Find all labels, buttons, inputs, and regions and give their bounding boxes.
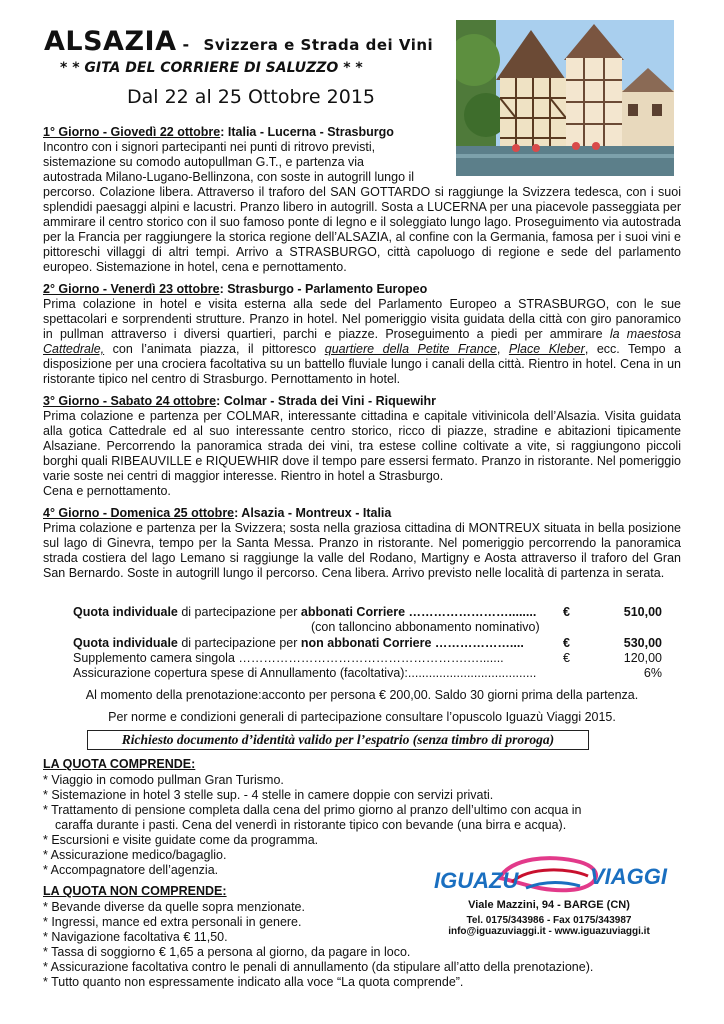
- list-item-continuation: caraffa durante i pasti. Cena del venerdì in ristorante tipico con bevande (una birra e acqua).: [55, 818, 567, 832]
- day-4-heading: 4° Giorno - Domenica 25 ottobre: Alsazia - Montreux - Italia: [43, 506, 392, 520]
- list-item: * Accompagnatore dell’agenzia.: [43, 863, 219, 877]
- day-1-text: percorso. Colazione libera. Attraverso il traforo del SAN GOTTARDO si raggiunge la Svizzera tedesca, con i suoi splendidi paesaggi alpini e lacustri. Pranzo libero in autogrill. Sosta a LUCERNA per una piacevole passeggiata per ammirare il centro storico con il suo famoso ponte di legno e il soleggiato lungo lago. Proseguimento via autostrada per la Francia per raggiungere la storica regione dell’ALSAZIA, al confine con la Germania, famosa per i suoi vini e pittoreschi villaggi di altri tempi. Arrivo a STRASBURGO, città capoluogo di regione e sede del parlamento europeo. Sistemazione in hotel, cena e pernottamento.: [43, 185, 681, 274]
- price-abbonati: 510,00: [623, 605, 662, 619]
- day-1-line-3: autostrada Milano-Lugano-Bellinzona, con soste in autogrill lungo il: [43, 170, 415, 184]
- day-1-line-1: Incontro con i signori partecipanti nei punti di ritrovo previsti,: [43, 140, 376, 154]
- day-3-heading: 3° Giorno - Sabato 24 ottobre: Colmar - Strada dei Vini - Riquewihr: [43, 394, 437, 408]
- logo-swirl-icon: [430, 852, 668, 902]
- document-requirement-box: Richiesto documento d’identità valido per l’espatrio (senza timbro di proroga): [87, 730, 589, 750]
- list-item: * Trattamento di pensione completa dalla cena del primo giorno al pranzo dell’ultimo con acqua in: [43, 803, 582, 817]
- list-item: * Tassa di soggiorno € 1,65 a persona al giorno, da pagare in loco.: [43, 945, 411, 959]
- list-item: * Tutto quanto non espressamente indicato alla voce “La quota comprende”.: [43, 975, 464, 989]
- day-3-text: Prima colazione e partenza per COLMAR, interessante cittadina e capitale vitivinicola dell’Alsazia. Visita guidata alla gotica Cattedrale ed al suo interessante centro storico, ricco di piazze, stradine e abitazioni tipicamente Alsaziane. Percorrendo la panoramica strada dei vini, tra estese colline coltivate a vite, si raggiungono piccoli borghi quali RIBEAUVILLE e RIQUEWHIR dove il tempo pare essersi fermato. Pranzo in ristorante. Nel pomeriggio varie soste nei centri di maggior interesse. Rientro in hotel a Strasburgo.: [43, 409, 681, 483]
- list-item: * Ingressi, mance ed extra personali in genere.: [43, 915, 302, 929]
- price-note: (con talloncino abbonamento nominativo): [311, 620, 540, 634]
- acconto-note: Al momento della prenotazione:acconto per persona € 200,00. Saldo 30 giorni prima della partenza.: [85, 688, 639, 702]
- trip-dates: Dal 22 al 25 Ottobre 2015: [127, 86, 376, 108]
- day-3: [43, 394, 681, 499]
- day-4-text: Prima colazione e partenza per la Svizzera; sosta nella graziosa cittadina di MONTREUX situata in bella posizione sul lago di Ginevra, tempo per la Santa Messa. Pranzo in ristorante. Nel pomeriggio percorrendo la panoramica strada costiera del lago Lemano si raggiunge la valle del Rodano, Martigny e Aosta attraverso il traforo del Gran San Bernardo. Soste in autogrill lungo il percorso. Cena libera. Arrivo previsto nelle località di partenza in serata.: [43, 521, 681, 580]
- title-subtitle: Svizzera e Strada dei Vini: [203, 36, 434, 54]
- list-item: * Navigazione facoltativa € 11,50.: [43, 930, 228, 944]
- list-item: * Sistemazione in hotel 3 stelle sup. - 4 stelle in camere doppie con servizi privati.: [43, 788, 494, 802]
- price-non-abbonati: 530,00: [623, 636, 662, 650]
- agency-phone: Tel. 0175/343986 - Fax 0175/343987: [466, 915, 632, 926]
- list-item: * Escursioni e visite guidate come da programma.: [43, 833, 319, 847]
- price-annullamento: 6%: [643, 666, 662, 680]
- day-2-text: Prima colazione in hotel e visita esterna alla sede del Parlamento Europeo a STRASBURGO, con le sue spettacolari e sorprendenti strutture. Pranzo in hotel. Nel pomeriggio visita guidata della città con giro panoramico in pullman attraverso i diversi quartieri, parchi e piazze. Proseguimento a piedi per ammirare la maestosa Cattedrale, con l’animata piazza, il pittoresco quartiere della Petite France, Place Kleber, ecc. Tempo a disposizione per una crociera facoltativa su un battello fluviale lungo i canali della città. Rientro in hotel. Cena in un ristorante tipico nel centro di Strasburgo. Pernottamento in hotel.: [43, 297, 682, 386]
- norme-note: Per norme e condizioni generali di partecipazione consultare l’opuscolo Iguazù Viaggi 2015.: [108, 710, 616, 724]
- day-4: [43, 506, 681, 581]
- list-item: * Bevande diverse da quelle sopra menzionate.: [43, 900, 305, 914]
- page-title: [44, 26, 433, 57]
- list-item: * Viaggio in comodo pullman Gran Turismo.: [43, 773, 284, 787]
- day-2: [43, 282, 681, 387]
- day-2-heading: 2° Giorno - Venerdì 23 ottobre: Strasburgo - Parlamento Europeo: [43, 282, 428, 296]
- agency-web: info@iguazuviaggi.it - www.iguazuviaggi.it: [448, 926, 650, 937]
- logo-right-text: VIAGGI: [590, 864, 668, 889]
- comprende-heading: LA QUOTA COMPRENDE:: [43, 757, 196, 771]
- title-separator: -: [182, 35, 190, 54]
- logo-left-text: IGUAZU: [434, 868, 519, 893]
- day-3-text-last: Cena e pernottamento.: [43, 484, 171, 498]
- list-item: * Assicurazione medico/bagaglio.: [43, 848, 227, 862]
- agency-address: Viale Mazzini, 94 - BARGE (CN): [468, 899, 630, 911]
- agency-contacts: [430, 900, 668, 937]
- brochure-page: ALSAZIA - Svizzera e Strada dei Vini * * GITA DEL CORRIERE DI SALUZZO * * Dal 22 al 25 Ottobre 2015 1° Giorno - Giovedì 22 ottobre: Italia - Lucerna - Strasburgo Incontro con i signori partecipanti nei punti di ritrovo previsti, sistemazione su comodo autopullman G.T., e partenza via autostrada Milano-Lugano-Bellinzona, con soste in autogrill lungo il percorso. Colazione libera. Attraverso il traforo del SAN GOTTARDO si raggiunge la Svizzera tedesca, con i suoi splendidi paesaggi alpini e lacustri. Pranzo libero in autogrill. Sosta a LUCERNA per una piacevole passeggiata per ammirare il centro storico con il suo famoso ponte di legno e il soleggiato lungo lago. Proseguimento via autostrada per la Francia per raggiungere la storica regione dell’ALSAZIA, al confine con la Germania, famosa per i suoi vini e pittoreschi villaggi di altri tempi. Arrivo a STRASBURGO, città capoluogo di regione e sede del parlamento europeo. Sistemazione in hotel, cena e pernottamento. 2° Giorno - Venerdì 23 ottobre: Strasburgo - Parlamento Europeo Prima colazione in hotel e visita esterna alla sede del Parlamento Europeo a STRASBURGO, con le sue spettacolari e sorprendenti strutture. Pranzo in hotel. Nel pomeriggio visita guidata della città con giro panoramico in pullman attraverso i diversi quartieri, parchi e piazze. Proseguimento a piedi per ammirare la maestosa Cattedrale, con l’animata piazza, il pittoresco quartiere della Petite France, Place Kleber, ecc. Tempo a disposizione per una crociera facoltativa su un battello fluviale lungo i canali della città. Rientro in hotel. Cena in un ristorante tipico nel centro di Strasburgo. Pernottamento in hotel. 3° Giorno - Sabato 24 ottobre: Colmar - Strada dei Vini - Riquewihr Prima colazione e partenza per COLMAR, interessante cittadina e capitale vitivinicola dell’Alsazia. Visita guidata alla gotica Cattedrale ed al suo interessante centro storico, ricco di piazze, stradine e abitazioni tipicamente Alsaziane. Percorrendo la panoramica strada dei vini, tra estese colline coltivate a vite, si raggiungono piccoli borghi quali RIBEAUVILLE e RIQUEWHIR dove il tempo pare essersi fermato. Pranzo in ristorante. Nel pomeriggio varie soste nei centri di maggior interesse. Rientro in hotel a Strasburgo. Cena e pernottamento. 4° Giorno - Domenica 25 ottobre: Alsazia - Montreux - Italia Prima colazione e partenza per la Svizzera; sosta nella graziosa cittadina di MONTREUX situata in bella posizione sul lago di Ginevra, tempo per la Santa Messa. Pranzo in ristorante. Nel pomeriggio percorrendo la panoramica strada costiera del lago Lemano si raggiunge la valle del Rodano, Martigny e Aosta attraverso il traforo del Gran San Bernardo. Soste in autogrill lungo il percorso. Cena libera. Arrivo previsto nelle località di partenza in serata. Quota individuale di partecipazione per abbonati Corriere ……………………........ € 510,00 (con talloncino abbonamento nominativo) Quota individuale di partecipazione per non abbonati Corriere ……………….... € 530,00 Supplemento camera singola ……………………………………………….…....... € 120,00 Assicurazione copertura spese di Annullamento (facoltativa):..................................... 6% Al momento della prenotazione:acconto per persona € 200,00. Saldo 30 giorni prima della partenza. Per norme e condizioni generali di partecipazione consultare l’opuscolo Iguazù Viaggi 2015. Richiesto documento d’identità valido per l’espatrio (senza timbro di proroga) LA QUOTA COMPRENDE: * Viaggio in comodo pullman Gran Turismo. * Sistemazione in hotel 3 stelle sup. - 4 stelle in camere doppie con servizi privati. * Trattamento di pensione completa dalla cena del primo giorno al pranzo dell’ultimo con acqua in caraffa durante i pasti. Cena del venerdì in ristorante tipico con bevande (una birra e acqua). * Escursioni e visite guidate come da programma. * Assicurazione medico/bagaglio. * Accompagnatore dell’agenzia. LA QUOTA NON COMPRENDE: * Bevande diverse da quelle sopra menzionate. * Ingressi, mance ed extra personali in genere. * Navigazione facoltativa € 11,50. * Tassa di soggiorno € 1,65 a persona al giorno, da pagare in loco. * Assicurazione facoltativa contro le penali di annullamento (da stipulare all’atto della prenotazione). * Tutto quanto non espressamente indicato alla voce “La quota comprende”. IGUAZU VIAGGI Viale Mazzini, 94 - BARGE (CN) Tel. 0175/343986 - Fax 0175/343987 info@iguazuviaggi.it - www.iguazuviaggi.it: [0, 0, 724, 1024]
- day-1: [43, 125, 681, 275]
- non-comprende-heading: LA QUOTA NON COMPRENDE:: [43, 884, 227, 898]
- trip-subheading: * * GITA DEL CORRIERE DI SALUZZO * *: [60, 60, 363, 76]
- day-1-heading: 1° Giorno - Giovedì 22 ottobre: Italia - Lucerna - Strasburgo: [43, 125, 394, 139]
- list-item: * Assicurazione facoltativa contro le penali di annullamento (da stipulare all’atto della prenotazione).: [43, 960, 594, 974]
- day-1-line-2: sistemazione su comodo autopullman G.T., e partenza via: [43, 155, 365, 169]
- price-singola: 120,00: [623, 651, 662, 665]
- title-main: ALSAZIA: [44, 26, 177, 57]
